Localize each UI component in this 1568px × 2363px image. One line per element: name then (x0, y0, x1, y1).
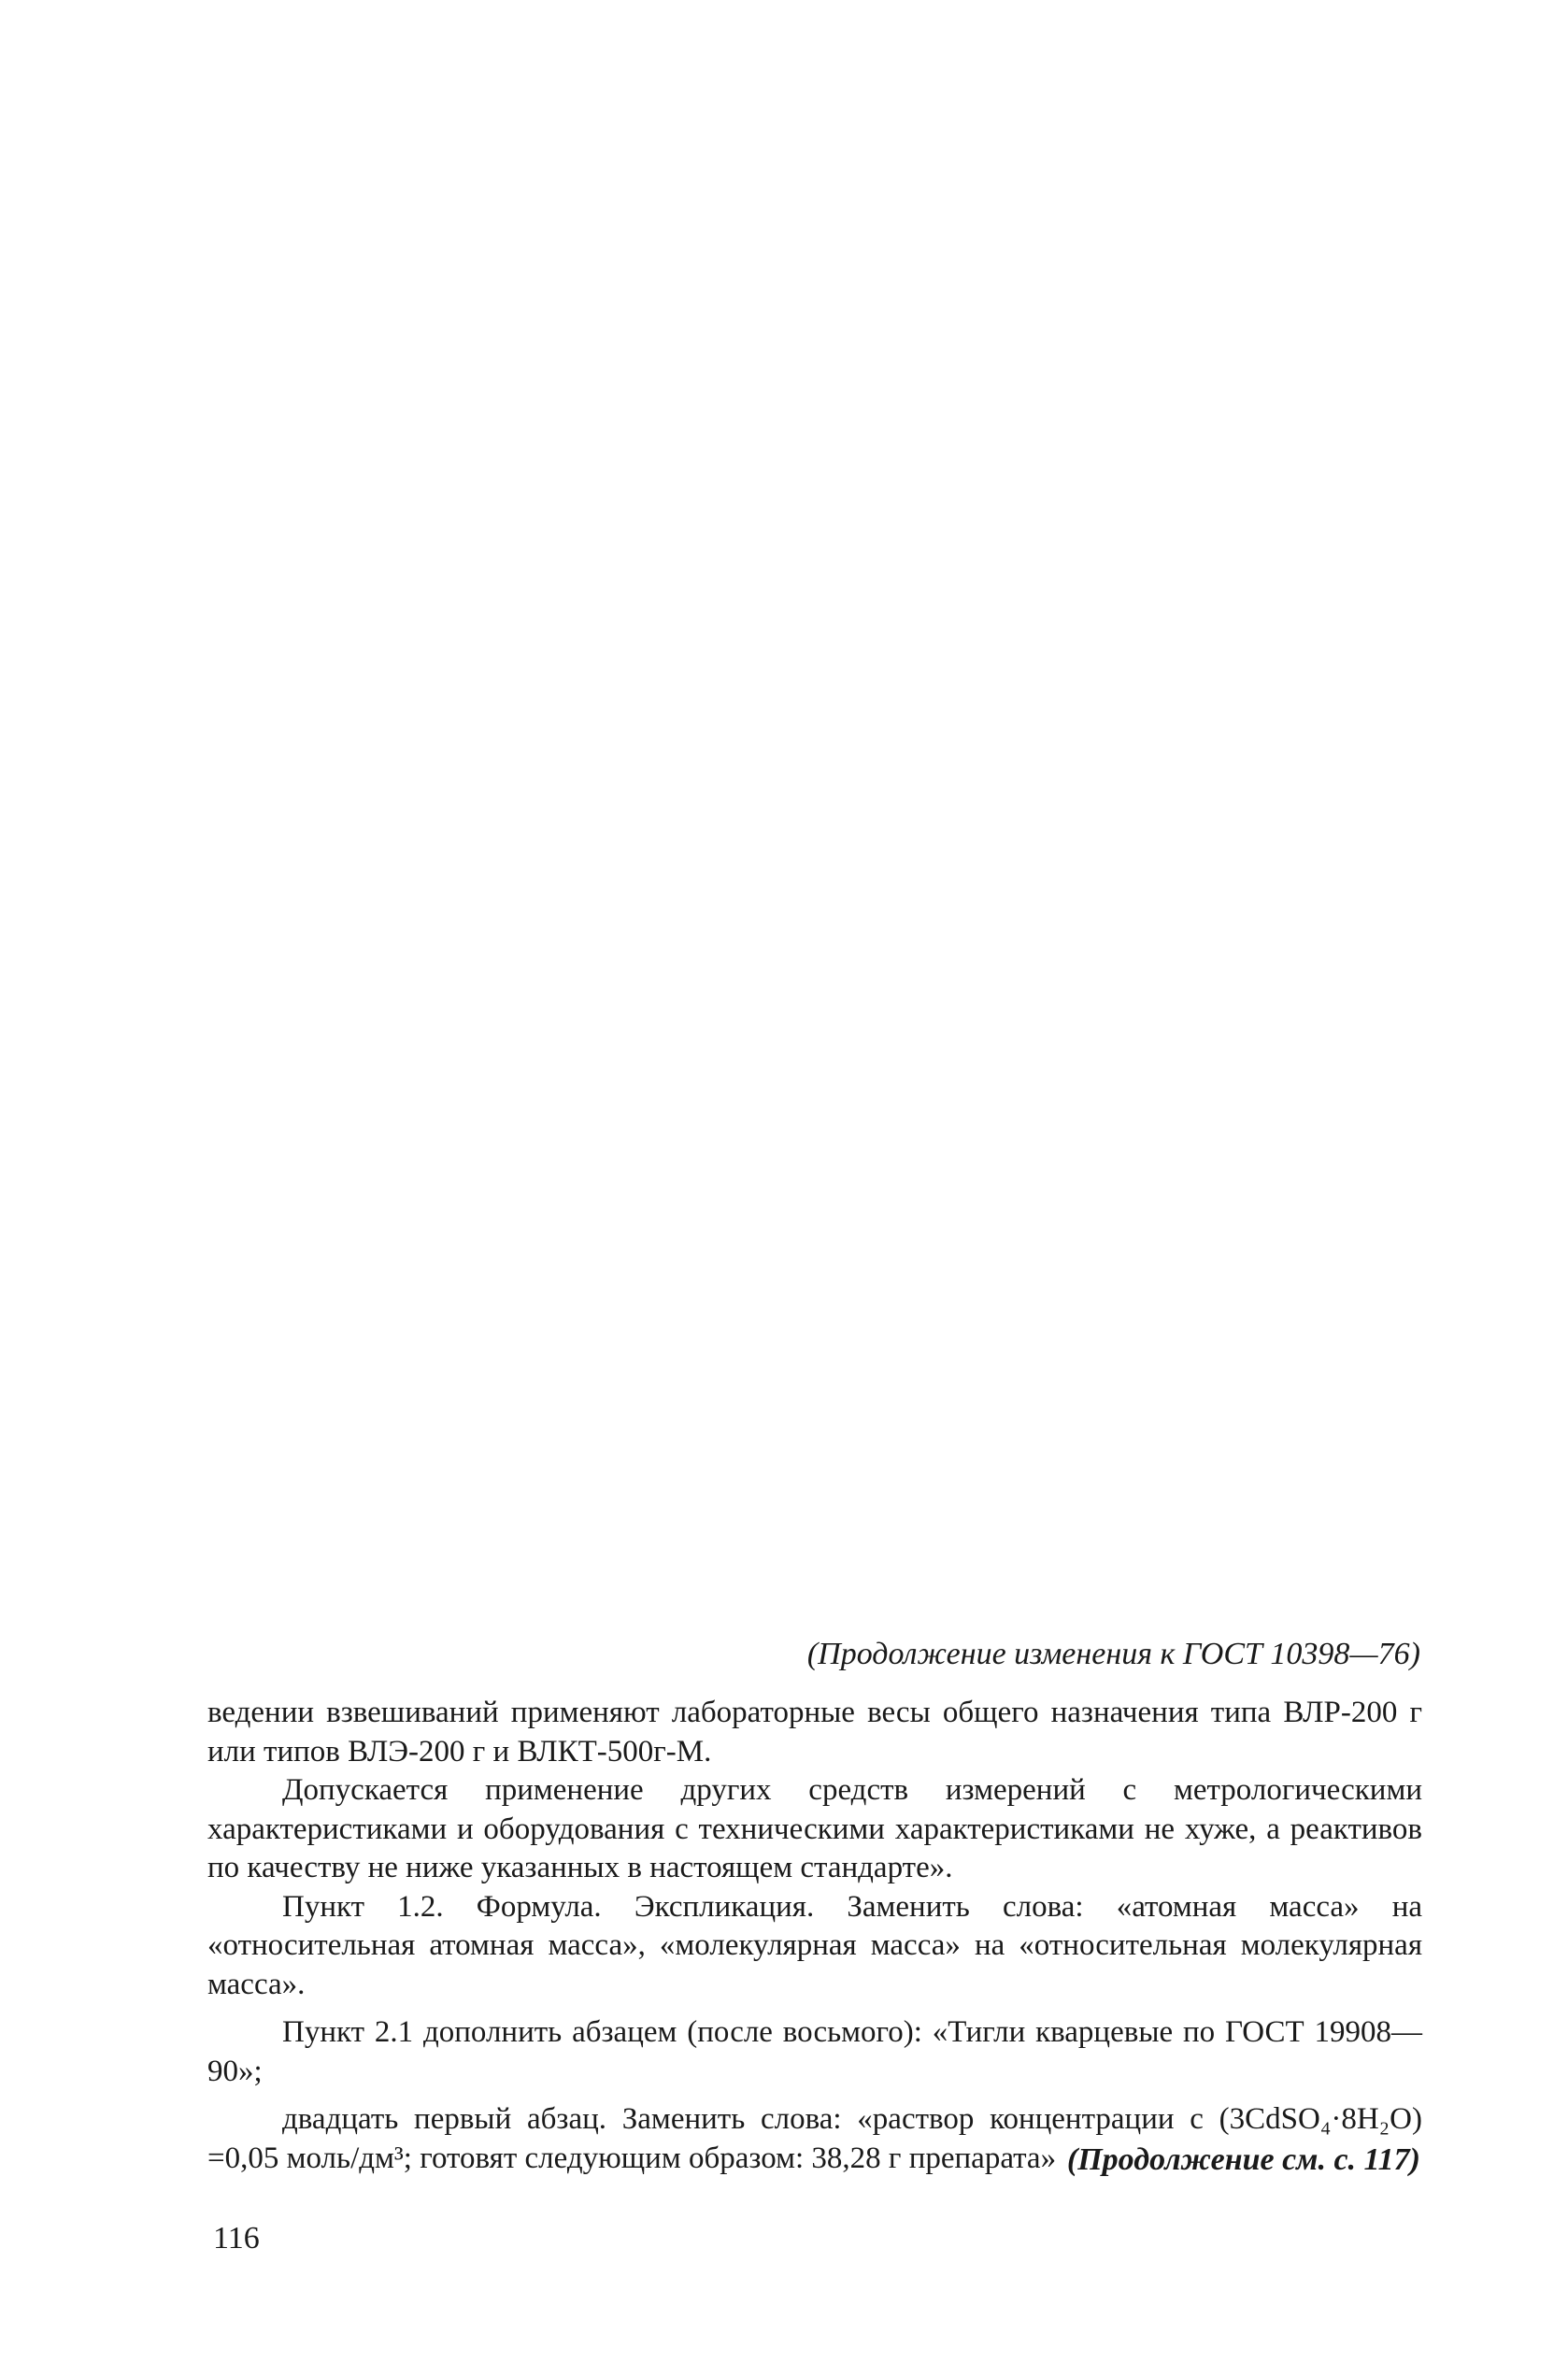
paragraph-weighing: ведении взвешиваний применяют лабораторные весы общего назначения типа ВЛР-200 г или типов ВЛЭ-200 г и ВЛКТ-500г-М. (207, 1696, 1422, 1769)
page-number: 116 (213, 2221, 260, 2256)
paragraph-item-2-1: Пункт 2.1 дополнить абзацем (после восьмого): «Тигли кварцевые по ГОСТ 19908—90»; (207, 2015, 1422, 2088)
body-text (207, 1694, 1422, 2178)
continuation-header: (Продолжение изменения к ГОСТ 10398—76) (806, 1637, 1420, 1671)
paragraph-allowed-instruments: Допускается применение других средств измерений с метрологическими характеристиками и оборудования с техническими характеристиками не хуже, а реактивов по качеству не ниже указанных в настоящем стандарте». (207, 1773, 1422, 1884)
paragraph-item-1-2: Пункт 1.2. Формула. Экспликация. Заменить слова: «атомная масса» на «относительная атомная масса», «молекулярная масса» на «относительная молекулярная масса». (207, 1889, 1422, 2001)
paragraph-twenty-first: двадцать первый абзац. Заменить слова: «раствор концентрации c (3CdSO₄·8H₂O) =0,05 моль/дм³; готовят следующим образом: 38,28 г препарата» (207, 2102, 1422, 2175)
continuation-footer: (Продолжение см. с. 117) (1066, 2142, 1420, 2177)
